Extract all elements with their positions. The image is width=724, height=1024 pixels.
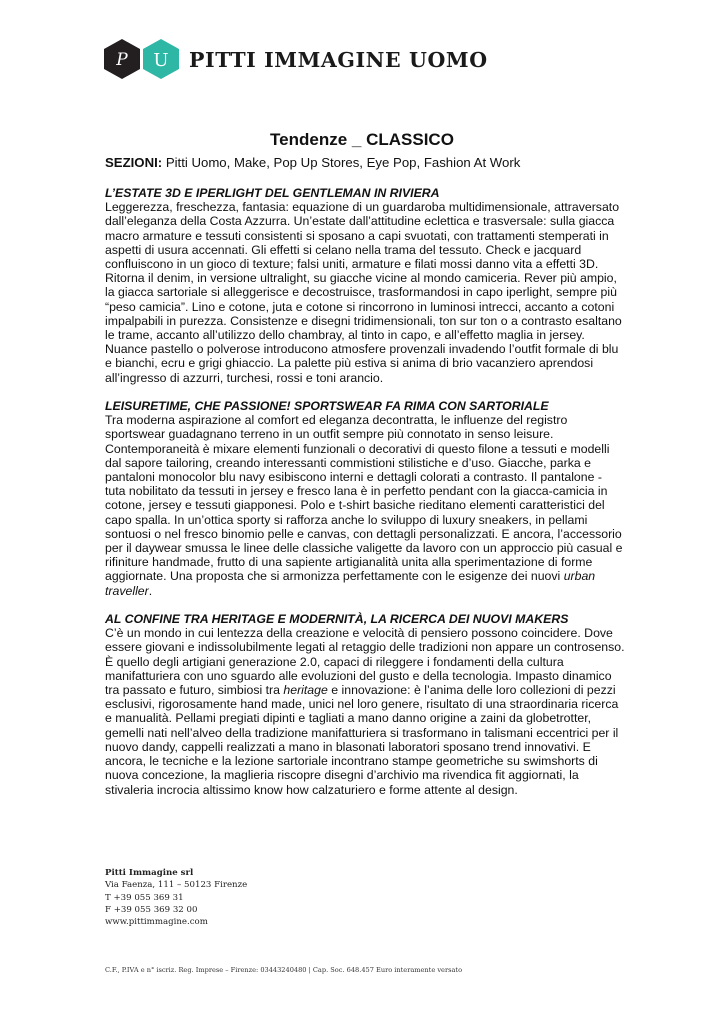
article-section: [105, 399, 625, 598]
article-body: [105, 200, 625, 385]
footer-contact: [105, 867, 247, 928]
article-heading: LEISURETIME, CHE PASSIONE! SPORTSWEAR FA RIMA CON SARTORIALE: [105, 399, 549, 414]
page-title: Tendenze _ CLASSICO: [270, 130, 454, 149]
monogram-right-letter: U: [153, 50, 169, 71]
monogram-u-icon: [142, 38, 180, 80]
article-body-end: .: [148, 583, 153, 598]
article-body-italic: urban traveller: [105, 569, 596, 598]
sections-line: [105, 155, 520, 170]
article-body-italic: heritage: [283, 683, 328, 698]
footer-address: Via Faenza, 111 – 50123 Firenze: [105, 880, 248, 891]
article-body-text: C’è un mondo in cui lentezza della creazione e velocità di pensiero possono coincidere. Dove essere giovani e indissolubilmente legati al retaggio delle tradizioni non appare un controsenso. È quello degli artigiani generazione 2.0, capaci di rileggere i fondamenti della cultura manifatturiera con uno sguardo alle evoluzioni del gusto e della tecnologia. Impasto dinamico tra passato e futuro, simbiosi tra: [105, 626, 625, 698]
article-body-text: Tra moderna aspirazione al comfort ed eleganza decontratta, le influenze del registro sportswear guadagnano terreno in un outfit sempre più connotato in senso leisure. Contemporaneità è mixare elementi funzionali o decorativi di questo filone a tessuti e modelli dal sapore tailoring, creando interessanti commistioni stilistiche e d’uso. Giacche, parka e pantaloni monocolor blu navy esibiscono interni e dettagli colorati a contrasto. Il pantalone - tuta nobilitato da tessuti in jersey e fresco lana è in perfetto pendant con la giacca-camicia in cotone, jersey e tessuti giapponesi. Polo e t-shirt basiche rieditano elementi caratteristici del capo spalla. In un’ottica sporty si rafforza anche lo sviluppo di luxury sneakers, in pellami sontuosi o nel fresco binomio pelle e canvas, con dettagli personalizzati. E ancora, l’accessorio per il daywear smussa le linee delle classiche valigette da lavoro con un approccio più casual e rifiniture handmade, frutto di una sapiente artigianalità unita alla sperimentazione di forme aggiornate. Una proposta che si armonizza perfettamente con le esigenze dei nuovi: [105, 413, 623, 584]
footer-phone: T +39 055 369 31: [105, 892, 184, 903]
footer-fax: F +39 055 369 32 00: [105, 904, 198, 915]
sections-value: Pitti Uomo, Make, Pop Up Stores, Eye Pop, Fashion At Work: [162, 155, 521, 170]
monogram-p-icon: [103, 38, 141, 80]
article-body: [105, 413, 625, 598]
article-heading: L’ESTATE 3D E IPERLIGHT DEL GENTLEMAN IN RIVIERA: [105, 186, 440, 200]
monogram-left-letter: P: [116, 50, 128, 70]
footer-legal: C.F., P.IVA e n° iscriz. Reg. Imprese – Firenze: 03443240480 | Cap. Soc. 648.457 Euro interamente versato: [105, 966, 463, 974]
brand-name: PITTI IMMAGINE UOMO: [189, 48, 488, 72]
brand-logo: [103, 38, 488, 80]
article-body: [105, 626, 625, 796]
article-section: [105, 612, 625, 797]
article-body-text: Leggerezza, freschezza, fantasia: equazione di un guardaroba multidimensionale, attraversato dall’eleganza della Costa Azzurra. Un’estate dall’attitudine eclettica e trasversale: sulla giacca macro armature e tessuti consistenti si sposano a capi svuotati, con trattamenti stemperati in aspetti di usura accennati. Gli effetti si celano nella trama del tessuto. Check e jacquard confluiscono in un gioco di texture; falsi uniti, armature e filati mossi danno vita a effetti 3D. Ritorna il denim, in versione ultralight, su giacche vicine al mondo camiceria. Rever più ampio, la giacca sartoriale si alleggerisce e decostruisce, trasformandosi in capo iperlight, sempre più “peso camicia”. Lino e cotone, juta e cotone si rincorrono in luminosi intrecci, accanto a cotoni impalpabili in purezza. Consistenze e disegni tridimensionali, ton sur ton o a contrasto esaltano le trame, accanto all’utilizzo dello chambray, al tinto in capo, e all’effetto maglia in jersey. Nuance pastello o polverose introducono atmosfere provenzali invadendo l’outfit formale di blu e bianchi, ecru e grigi ghiaccio. La palette più estiva si anima di brio vacanziero aprendosi all’ingresso di azzurri, turchesi, rossi e toni arancio.: [105, 200, 622, 385]
footer-website-link[interactable]: www.pittimmagine.com: [105, 917, 208, 928]
article-body-end: e innovazione: è l’anima delle loro collezioni di pezzi esclusivi, rigorosamente hand made, unici nel loro genere, risultato di una straordinaria ricerca e manualità. Pellami pregiati dipinti e tagliati a mano danno origine a zaini da globetrotter, gemelli nati nell’alveo della tradizione manifatturiera si trasformano in talismani eccentrici per il nuovo dandy, cappelli realizzati a mano in blasonati laboratori sposano trend innovativi. E ancora, le tecniche e la lezione sartoriale incontrano stampe geometriche su swimshorts di nuova concezione, la maglieria riscopre disegni d’archivio ma rivendica fit aggiornati, la stivaleria incrocia altissimo know how calzaturiero e forme attente al design.: [105, 683, 619, 797]
article-heading: AL CONFINE TRA HERITAGE E MODERNITÀ, LA RICERCA DEI NUOVI MAKERS: [105, 612, 569, 627]
footer-company: Pitti Immagine srl: [105, 868, 194, 878]
sections-label: SEZIONI:: [105, 155, 163, 170]
article-content: [105, 186, 625, 811]
article-section: [105, 186, 625, 385]
